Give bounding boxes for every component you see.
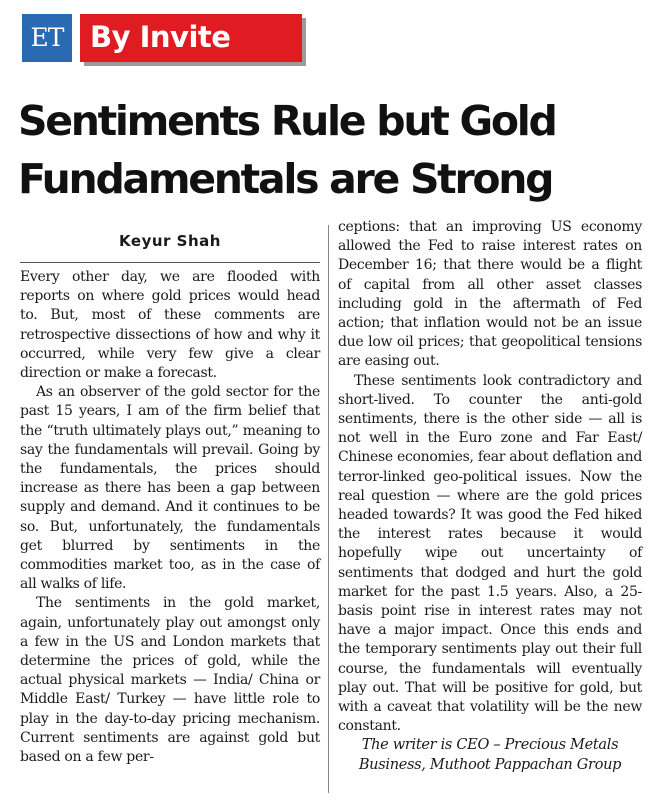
paragraph-2: As an observer of the gold sector for the past 15 years, I am of the firm belief that the “truth ultimately plays out,” meaning to say the fundamentals will prevail. Going by the fundamentals, the prices should increase as there has been a gap between supply and demand. And it continues to be so. But, unfortunately, the fundamentals get blurred by sentiments in the commodities market too, as in the case of all walks of life. [20,384,320,593]
author-rule [20,262,320,263]
paragraph-5: These sentiments look contradictory and short-lived. To counter the anti-gold sentiments, there is the other side — all is not well in the Euro zone and Far East/ Chinese economies, fear about deflation and terror-linked geo-political issues. Now the real question — where are the gold prices headed towards? It was good the Fed hiked the interest rates because it would hopefully wipe out uncertainty of sentiments that dodged and hurt the gold market for the past 1.5 years. Also, a 25-basis point rise in interest rates may not have a major impact. Once this ends and the temporary sentiments play out their full course, the fundamentals will eventually play out. That will be positive for gold, but with a caveat that volatility will be the new constant. [338,372,643,735]
section-badge: By Invite [80,14,302,62]
writer-byline: The writer is CEO – Precious Metals Business, Muthoot Pappachan Group [358,737,622,773]
article-column-right [338,218,642,775]
et-logo: ET [22,14,72,62]
headline: Sentiments Rule but Gold Fundamentals are Strong [18,97,556,203]
column-divider [328,225,329,793]
paragraph-4: ceptions: that an improving US economy allowed the Fed to raise interest rates on December 16; that there would be a flight of capital from all other asset classes including gold in the aftermath of Fed action; that inflation would not be an issue due low oil prices; that geopolitical tensions are easing out. [338,219,642,370]
paragraph-1: Every other day, we are flooded with reports on where gold prices would head to. But, most of these comments are retrospective dissections of how and why it occurred, while very few give a clear direction or make a forecast. [20,269,320,382]
paragraph-3: The sentiments in the gold market, again, unfortunately play out amongst only a few in the US and London markets that determine the prices of gold, while the actual physical markets — India/ China or Middle East/ Turkey — have little role to play in the day-to-day pricing mechanism. Current sentiments are against gold but based on a few per- [20,595,320,766]
article-column-left [20,268,320,767]
author-name: Keyur Shah [119,232,221,250]
